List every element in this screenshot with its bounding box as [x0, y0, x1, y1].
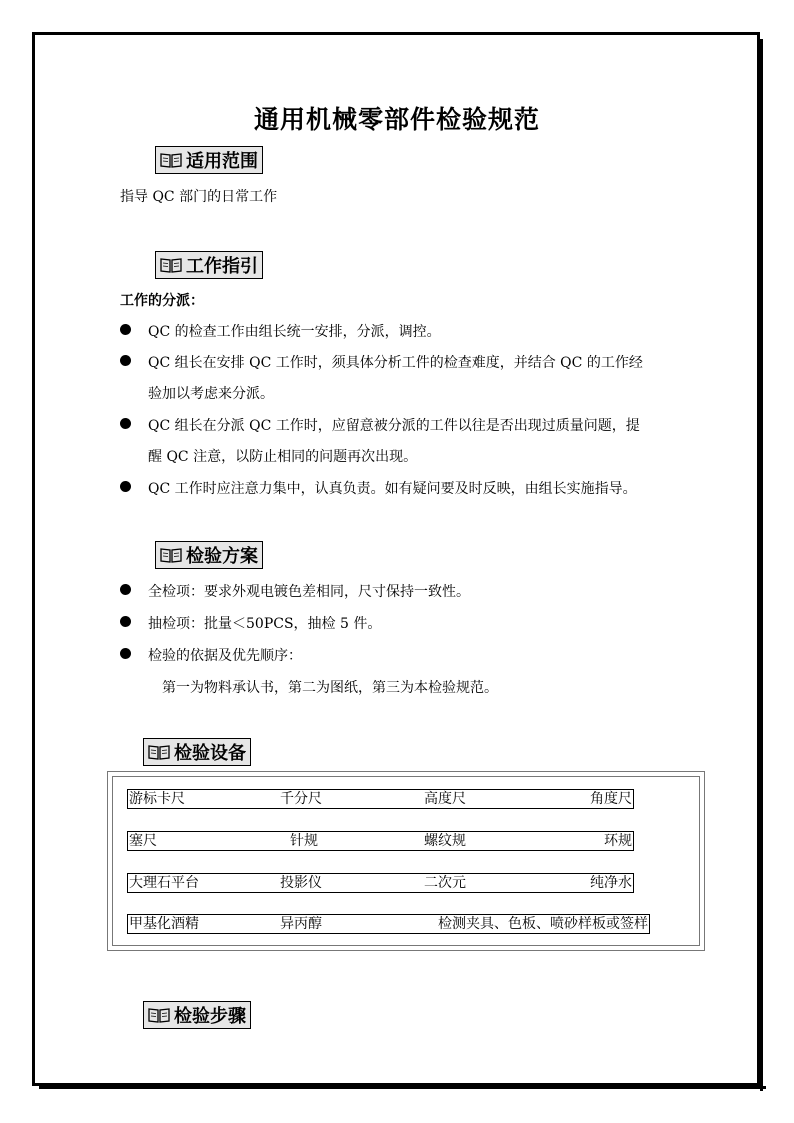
- equipment-row: [127, 914, 650, 934]
- bullet-text: QC 的检查工作由组长统一安排，分派，调控。: [148, 324, 441, 340]
- equipment-row: [127, 831, 634, 851]
- bullet-text: 抽检项：批量＜50PCS，抽检 5 件。: [148, 616, 382, 632]
- section-heading-scope: [155, 146, 263, 174]
- equipment-item: 环规: [604, 833, 632, 849]
- bullet-text: 检验的依据及优先顺序：: [148, 648, 302, 664]
- section-heading-steps: [143, 1001, 251, 1029]
- section-heading-guide: [155, 251, 263, 279]
- section-heading-guide-label: 工作指引: [186, 256, 258, 277]
- bullet-icon: [120, 418, 131, 429]
- guide-subheading: 工作的分派：: [120, 293, 204, 309]
- bullet-text: QC 组长在安排 QC 工作时，须具体分析工件的检查难度，并结合 QC 的工作经: [148, 355, 643, 371]
- open-book-icon: [147, 743, 171, 761]
- equipment-item: 纯净水: [590, 875, 632, 891]
- open-book-icon: [159, 151, 183, 169]
- priority-order-text: 第一为物料承认书，第二为图纸，第三为本检验规范。: [162, 680, 498, 696]
- bullet-text: QC 工作时应注意力集中，认真负责。如有疑问要及时反映，由组长实施指导。: [148, 481, 637, 497]
- bullet-text: QC 组长在分派 QC 工作时，应留意被分派的工件以往是否出现过质量问题，提: [148, 418, 640, 434]
- section-heading-steps-label: 检验步骤: [174, 1006, 246, 1027]
- equipment-item: 针规: [290, 833, 318, 849]
- equipment-item: 投影仪: [280, 875, 322, 891]
- equipment-item: 异丙醇: [280, 916, 322, 932]
- equipment-row: [127, 873, 634, 893]
- equipment-item: 二次元: [424, 875, 466, 891]
- section-heading-equipment-label: 检验设备: [174, 743, 246, 764]
- equipment-item: 游标卡尺: [129, 791, 185, 807]
- bullet-text: 全检项：要求外观电镀色差相同，尺寸保持一致性。: [148, 584, 470, 600]
- bullet-icon: [120, 648, 131, 659]
- document-title: 通用机械零部件检验规范: [253, 105, 540, 134]
- equipment-item: 千分尺: [280, 791, 322, 807]
- equipment-item: 角度尺: [590, 791, 632, 807]
- scope-text: 指导 QC 部门的日常工作: [120, 189, 278, 205]
- open-book-icon: [159, 256, 183, 274]
- bullet-icon: [120, 324, 131, 335]
- section-heading-plan-label: 检验方案: [186, 546, 258, 567]
- equipment-item: 塞尺: [129, 833, 157, 849]
- equipment-item: 高度尺: [424, 791, 466, 807]
- bullet-text-continued: 验加以考虑来分派。: [148, 386, 274, 402]
- equipment-item: 检测夹具、色板、喷砂样板或签样: [438, 916, 648, 932]
- bullet-icon: [120, 584, 131, 595]
- open-book-icon: [147, 1006, 171, 1024]
- equipment-row: [127, 789, 634, 809]
- section-heading-scope-label: 适用范围: [186, 151, 258, 172]
- equipment-item: 螺纹规: [424, 833, 466, 849]
- open-book-icon: [159, 546, 183, 564]
- bullet-icon: [120, 355, 131, 366]
- section-heading-equipment: [143, 738, 251, 766]
- section-heading-plan: [155, 541, 263, 569]
- equipment-item: 大理石平台: [129, 875, 199, 891]
- equipment-item: 甲基化酒精: [129, 916, 199, 932]
- bullet-icon: [120, 616, 131, 627]
- bullet-text-continued: 醒 QC 注意，以防止相同的问题再次出现。: [148, 449, 418, 465]
- bullet-icon: [120, 481, 131, 492]
